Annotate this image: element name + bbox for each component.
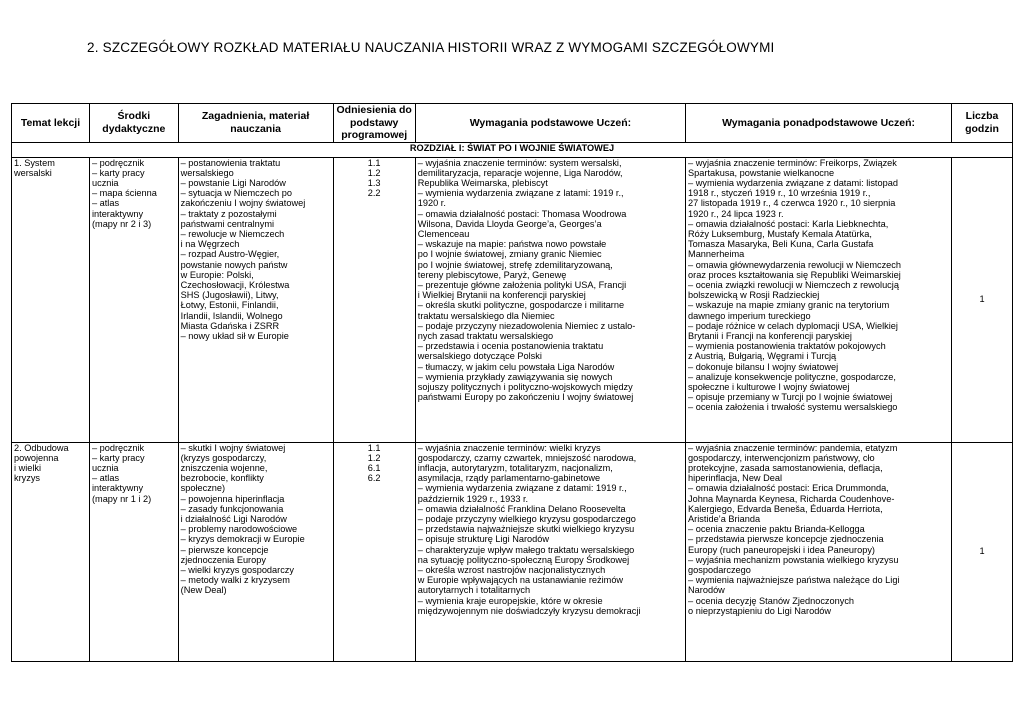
header-label: Wymagania podstawowe Uczeń:	[469, 116, 632, 129]
cell-line: Wilsona, Davida Lloyda George’a, Georges’a	[417, 218, 602, 229]
cell-line: traktatu wersalskiego dla Niemiec	[417, 310, 555, 321]
cell-line: Clemenceau	[417, 228, 470, 239]
cell-line: w Europie wpływających na ustanawianie reżimów	[417, 575, 624, 586]
cell-line: – podręcznik	[91, 157, 145, 168]
cell-line: 1.1	[367, 157, 381, 168]
cell-line: demilitaryzacja, reparacje wojenne, Liga Narodów,	[417, 167, 623, 178]
cell-line: – pierwsze koncepcje	[180, 544, 269, 555]
cell-line: bolszewicką w Rosji Radzieckiej	[688, 290, 820, 301]
cell-line: – atlas	[91, 473, 120, 484]
cell-line: – analizuje konsekwencje polityczne, gospodarcze,	[688, 371, 896, 382]
cell-line: państwami Europy po zakończeniu I wojny światowej	[417, 392, 634, 403]
cell-line: Johna Maynarda Keynesa, Richarda Coudenhove-	[688, 493, 895, 504]
cell-line: 2. Odbudowa	[14, 442, 69, 453]
cell-line: październik 1929 r., 1933 r.	[417, 493, 529, 504]
header-refs	[333, 104, 415, 143]
hours-cell: 1	[952, 442, 1013, 661]
cell-line: – wskazuje na mapie: państwa nowo powstałe	[417, 239, 607, 250]
refs-cell	[333, 157, 415, 442]
cell-line: powojenna	[14, 452, 59, 463]
cell-line: na sytuację polityczno-społeczną Europy Środkowej	[417, 554, 630, 565]
cell-line: – zasady funkcjonowania	[180, 503, 284, 514]
cell-line: – opisuje strukturę Ligi Narodów	[417, 534, 550, 545]
header-basic	[415, 104, 685, 143]
header-issues	[178, 104, 333, 143]
cell-line: państwami centralnymi	[180, 218, 275, 229]
cell-line: – wyjaśnia znaczenie terminów: wielki kryzys	[417, 442, 601, 453]
header-label: Odniesienia do podstawy programowej	[336, 104, 412, 141]
header-row	[12, 104, 1013, 143]
cell-line: – mapa ścienna	[91, 188, 157, 199]
cell-line: Czechosłowacji, Królestwa	[180, 279, 290, 290]
cell-line: zjednoczenia Europy	[180, 554, 266, 565]
cell-line: gospodarczego	[688, 564, 751, 575]
cell-line: Europy (ruch paneuropejski i idea Paneuropy)	[688, 544, 875, 555]
cell-line: wersalski	[14, 167, 52, 178]
header-aids	[89, 104, 178, 143]
cell-line: Tomasza Masaryka, Beli Kuna, Carla Gustafa	[688, 239, 874, 250]
cell-line: – przedstawia najważniejsze skutki wielkiego kryzysu	[417, 524, 635, 535]
page-title: 2. SZCZEGÓŁOWY ROZKŁAD MATERIAŁU NAUCZANIA HISTORII WRAZ Z WYMOGAMI SZCZEGÓŁOWYMI	[87, 40, 775, 55]
issues-cell	[178, 442, 333, 661]
cell-line: – wymienia wydarzenia związane z latami: 1919 r.,	[417, 188, 624, 199]
cell-line: i działalność Ligi Narodów	[180, 513, 287, 524]
cell-line: – ocenia znaczenie paktu Brianda-Kellogga	[688, 524, 865, 535]
cell-line: Aristide’a Brianda	[688, 513, 761, 524]
cell-line: Irlandii, Islandii, Wolnego	[180, 310, 283, 321]
header-advanced	[686, 104, 952, 143]
cell-line: – nowy układ sił w Europie	[180, 330, 289, 341]
cell-line: gospodarczy, interwencjonizm państwowy, cło	[688, 452, 875, 463]
header-label: Wymagania ponadpodstawowe Uczeń:	[722, 116, 915, 129]
basic-requirements-cell	[415, 442, 685, 661]
cell-line: (mapy nr 2 i 3)	[91, 218, 152, 229]
hours-cell: 1	[952, 157, 1013, 442]
table-row	[12, 442, 1013, 661]
cell-line: – omawia działalność postaci: Karla Liebknechta,	[688, 218, 889, 229]
cell-line: – wymienia wydarzenia związane z datami: listopad	[688, 177, 898, 188]
cell-line: bezrobocie, konflikty	[180, 473, 264, 484]
cell-line: – problemy narodowościowe	[180, 524, 298, 535]
topic-cell	[12, 157, 90, 442]
cell-line: gospodarczy, czarny czwartek, mniejszość narodowa,	[417, 452, 637, 463]
cell-line: asymilacja, rządy parlamentarno-gabinetowe	[417, 473, 601, 484]
topic-cell	[12, 442, 90, 661]
cell-line: – ocenia związki rewolucji w Niemczech z rewolucją	[688, 279, 899, 290]
cell-line: – wyjaśnia znaczenie terminów: pandemia, etatyzm	[688, 442, 898, 453]
cell-line: – wskazuje na mapie zmiany granic na terytorium	[688, 300, 890, 311]
cell-line: po I wojnie światowej, zmiany granic Niemiec	[417, 249, 602, 260]
cell-line: – kryzys demokracji w Europie	[180, 534, 305, 545]
cell-line: 6.2	[367, 473, 381, 484]
aids-cell	[89, 157, 178, 442]
cell-line: – prezentuje główne założenia polityki USA, Francji	[417, 279, 627, 290]
cell-line: i wielki	[14, 462, 42, 473]
cell-line: z Austrią, Bułgarią, Węgrami i Turcją	[688, 351, 837, 362]
cell-line: – wyjaśnia znaczenie terminów: system wersalski,	[417, 157, 622, 168]
cell-line: interaktywny	[91, 483, 144, 494]
cell-line: Republika Weimarska, plebiscyt	[417, 177, 548, 188]
cell-line: – karty pracy	[91, 452, 145, 463]
cell-line: – atlas	[91, 198, 120, 209]
curriculum-table	[11, 103, 1013, 662]
cell-line: – tłumaczy, w jakim celu powstała Liga Narodów	[417, 361, 615, 372]
aids-cell	[89, 442, 178, 661]
cell-line: – określa wzrost nastrojów nacjonalistycznych	[417, 564, 606, 575]
cell-line: Narodów	[688, 585, 725, 596]
cell-line: po I wojnie światowej, strefę zdemilitaryzowaną,	[417, 259, 613, 270]
section-row	[12, 142, 1013, 157]
cell-line: – określa skutki polityczne, gospodarcze i militarne	[417, 300, 625, 311]
cell-line: Miasta Gdańska i ZSRR	[180, 320, 280, 331]
cell-line: – podaje przyczyny wielkiego kryzysu gospodarczego	[417, 513, 636, 524]
cell-line: – rozpad Austro-Węgier,	[180, 249, 280, 260]
cell-line: Brytanii i Francji na konferencji paryskiej	[688, 330, 852, 341]
basic-requirements-cell	[415, 157, 685, 442]
cell-line: – wymienia najważniejsze państwa należące do Ligi	[688, 575, 900, 586]
cell-line: SHS (Jugosławii), Litwy,	[180, 290, 279, 301]
cell-line: i Wielkiej Brytanii na konferencji paryskiej	[417, 290, 586, 301]
cell-line: – wielki kryzys gospodarczy	[180, 564, 294, 575]
cell-line: – przedstawia i ocenia postanowienia traktatu	[417, 341, 604, 352]
cell-line: – powstanie Ligi Narodów	[180, 177, 286, 188]
header-hours	[952, 104, 1013, 143]
cell-line: powstanie nowych państw	[180, 259, 288, 270]
advanced-requirements-cell	[686, 157, 952, 442]
cell-line: – ocenia założenia i trwałość systemu wersalskiego	[688, 402, 898, 413]
cell-line: w Europie: Polski,	[180, 269, 254, 280]
cell-line: 1920 r.	[417, 198, 446, 209]
table-row	[12, 157, 1013, 442]
cell-line: zniszczenia wojenne,	[180, 462, 268, 473]
cell-line: – wyjaśnia znaczenie terminów: Freikorps, Związek	[688, 157, 897, 168]
cell-line: – omawia działalność Franklina Delano Roosevelta	[417, 503, 626, 514]
cell-line: – podaje różnice w celach dyplomacji USA, Wielkiej	[688, 320, 898, 331]
cell-line: o nieprzystąpieniu do Ligi Narodów	[688, 605, 832, 616]
cell-line: (mapy nr 1 i 2)	[91, 493, 152, 504]
cell-line: – wymienia kraje europejskie, które w okresie	[417, 595, 603, 606]
cell-line: 1.2	[367, 167, 381, 178]
cell-line: – ocenia decyzję Stanów Zjednoczonych	[688, 595, 855, 606]
cell-line: – traktaty z pozostałymi	[180, 208, 277, 219]
cell-line: – wymienia wydarzenia związane z datami: 1919 r.,	[417, 483, 627, 494]
cell-line: tereny plebiscytowe, Paryż, Genewę	[417, 269, 567, 280]
cell-line: – postanowienia traktatu	[180, 157, 281, 168]
cell-line: Łotwy, Estonii, Finlandii,	[180, 300, 279, 311]
cell-line: 1918 r., styczeń 1919 r., 10 września 1919 r.,	[688, 188, 871, 199]
header-topic	[12, 104, 90, 143]
cell-line: Mannerheima	[688, 249, 745, 260]
cell-line: 6.1	[367, 462, 381, 473]
cell-line: – podaje przyczyny niezadowolenia Niemiec z ustalo-	[417, 320, 636, 331]
cell-line: 27 listopada 1919 r., 4 czerwca 1920 r., 10 sierpnia	[688, 198, 896, 209]
cell-line: – rewolucje w Niemczech	[180, 228, 285, 239]
cell-line: wersalskiego dotyczące Polski	[417, 351, 542, 362]
cell-line: inflacja, autorytaryzm, totalitaryzm, nacjonalizm,	[417, 462, 613, 473]
cell-line: oraz proces kształtowania się Republiki Weimarskiej	[688, 269, 901, 280]
cell-line: – charakteryzuje wpływ małego traktatu wersalskiego	[417, 544, 635, 555]
cell-line: – powojenna hiperinflacja	[180, 493, 285, 504]
cell-line: – wyjaśnia mechanizm powstania wielkiego kryzysu	[688, 554, 899, 565]
cell-line: – opisuje przemiany w Turcji po I wojnie światowej	[688, 392, 893, 403]
cell-line: Spartakusa, powstanie wielkanocne	[688, 167, 835, 178]
cell-line: zakończeniu I wojny światowej	[180, 198, 306, 209]
cell-line: – skutki I wojny światowej	[180, 442, 286, 453]
cell-line: – omawia działalność postaci: Erica Drummonda,	[688, 483, 889, 494]
cell-line: i na Węgrzech	[180, 239, 240, 250]
cell-line: (kryzys gospodarczy,	[180, 452, 267, 463]
cell-line: wersalskiego	[180, 167, 234, 178]
cell-line: 1.2	[367, 452, 381, 463]
header-label: Temat lekcji	[20, 116, 81, 129]
cell-line: interaktywny	[91, 208, 144, 219]
cell-line: – wymienia postanowienia traktatów pokojowych	[688, 341, 886, 352]
cell-line: – dokonuje bilansu I wojny światowej	[688, 361, 839, 372]
cell-line: (New Deal)	[180, 585, 227, 596]
cell-line: 1.3	[367, 177, 381, 188]
cell-line: 1920 r., 24 lipca 1923 r.	[688, 208, 784, 219]
issues-cell	[178, 157, 333, 442]
cell-line: Róży Luksemburg, Mustafy Kemala Atatürka,	[688, 228, 872, 239]
cell-line: – karty pracy	[91, 167, 145, 178]
cell-line: dawnego imperium tureckiego	[688, 310, 811, 321]
header-label: Zagadnienia, materiał nauczania	[201, 110, 310, 135]
header-label: Liczba godzin	[965, 110, 999, 135]
cell-line: – przedstawia pierwsze koncepcje zjednoczenia	[688, 534, 884, 545]
cell-line: społeczne)	[180, 483, 226, 494]
cell-line: 1. System	[14, 157, 55, 168]
section-title: ROZDZIAŁ I: ŚWIAT PO I WOJNIE ŚWIATOWEJ	[12, 142, 1013, 157]
cell-line: międzywojennym nie doświadczyły kryzysu demokracji	[417, 605, 641, 616]
cell-line: kryzys	[14, 473, 41, 484]
cell-line: protekcyjne, zasada samostanowienia, deflacja,	[688, 462, 883, 473]
cell-line: – podręcznik	[91, 442, 145, 453]
cell-line: 1.1	[367, 442, 381, 453]
cell-line: sojuszy politycznych i polityczno-wojskowych między	[417, 381, 633, 392]
cell-line: nych zasad traktatu wersalskiego	[417, 330, 554, 341]
cell-line: – omawia głównewydarzenia rewolucji w Niemczech	[688, 259, 901, 270]
cell-line: – sytuacja w Niemczech po	[180, 188, 292, 199]
header-label: Środki dydaktyczne	[102, 110, 166, 135]
cell-line: społeczne i kulturowe I wojny światowej	[688, 381, 850, 392]
cell-line: – wymienia przykłady zawiązywania się nowych	[417, 371, 613, 382]
cell-line: – metody walki z kryzysem	[180, 575, 290, 586]
cell-line: hiperinflacja, New Deal	[688, 473, 783, 484]
cell-line: uczniа	[91, 177, 119, 188]
cell-line: – omawia działalność postaci: Thomasa Woodrowa	[417, 208, 627, 219]
cell-line: ucznia	[91, 462, 119, 473]
refs-cell	[333, 442, 415, 661]
cell-line: autorytarnych i totalitarnych	[417, 585, 531, 596]
cell-line: 2.2	[367, 188, 381, 199]
advanced-requirements-cell	[686, 442, 952, 661]
cell-line: Kalergiego, Edvarda Beneša, Éduarda Herriota,	[688, 503, 883, 514]
